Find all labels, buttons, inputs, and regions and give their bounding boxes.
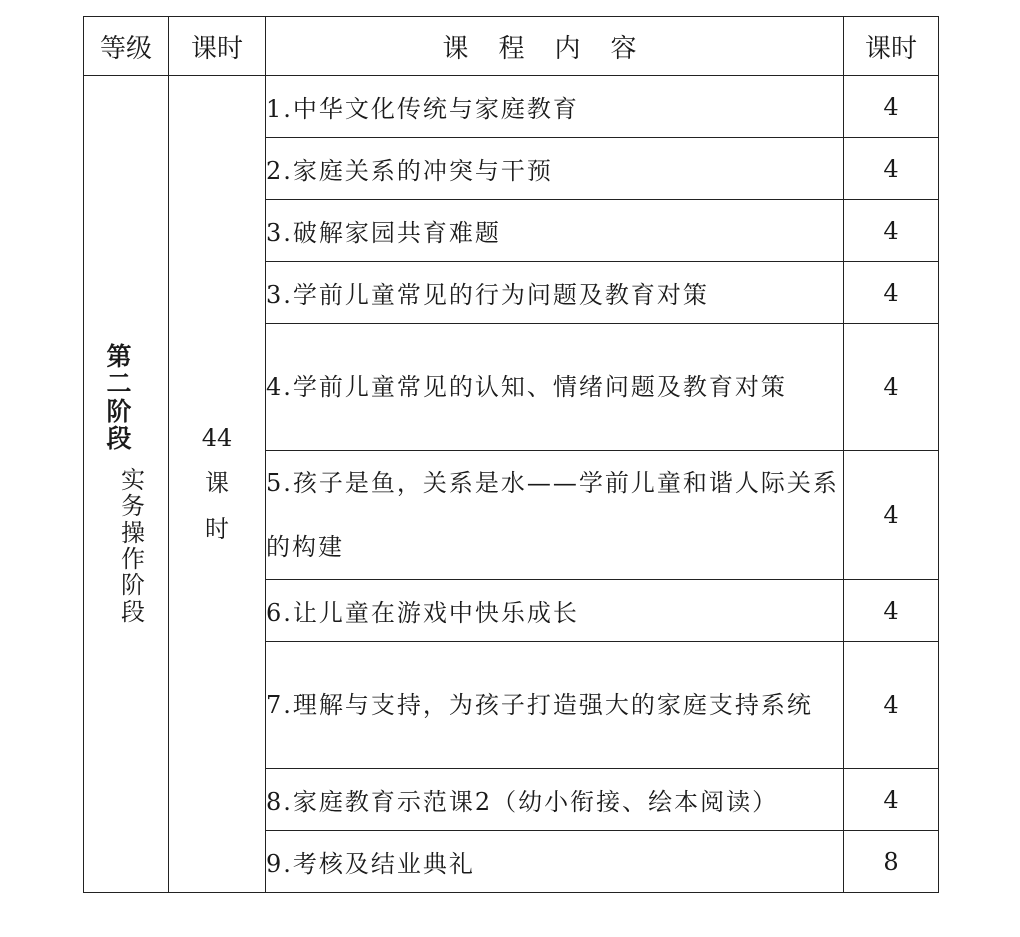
header-row	[84, 17, 939, 76]
header-level: 等级	[84, 17, 169, 76]
course-hours: 4	[844, 580, 939, 642]
course-content: 6.让儿童在游戏中快乐成长	[266, 580, 844, 642]
course-content: 8.家庭教育示范课2（幼小衔接、绘本阅读）	[266, 769, 844, 831]
course-content: 7.理解与支持，为孩子打造强大的家庭支持系统	[266, 642, 844, 769]
course-content: 2.家庭关系的冲突与干预	[266, 138, 844, 200]
course-content: 4.学前儿童常见的认知、情绪问题及教育对策	[266, 324, 844, 451]
course-hours: 4	[844, 642, 939, 769]
course-hours: 4	[844, 769, 939, 831]
header-hours: 课时	[169, 17, 266, 76]
total-hours-unit: 课	[204, 469, 229, 498]
course-hours: 4	[844, 451, 939, 580]
stage-description: 实 务 操 作 阶 段	[121, 465, 145, 626]
header-content: 课程内容	[266, 17, 844, 76]
course-content: 3.破解家园共育难题	[266, 200, 844, 262]
total-hours-unit: 时	[204, 514, 229, 543]
total-hours-cell	[169, 76, 266, 893]
course-hours: 4	[844, 138, 939, 200]
total-hours-number: 44	[201, 423, 233, 452]
course-hours: 8	[844, 831, 939, 893]
course-hours: 4	[844, 262, 939, 324]
course-content: 9.考核及结业典礼	[266, 831, 844, 893]
course-hours: 4	[844, 76, 939, 138]
stage-name: 第 二 阶 段	[106, 341, 132, 454]
table-row	[84, 76, 939, 138]
header-course-hours: 课时	[844, 17, 939, 76]
course-hours: 4	[844, 324, 939, 451]
curriculum-table	[83, 16, 939, 893]
stage-cell	[84, 76, 169, 893]
course-content: 5.孩子是鱼，关系是水——学前儿童和谐人际关系的构建	[266, 451, 844, 580]
course-hours: 4	[844, 200, 939, 262]
course-content: 3.学前儿童常见的行为问题及教育对策	[266, 262, 844, 324]
course-content: 1.中华文化传统与家庭教育	[266, 76, 844, 138]
